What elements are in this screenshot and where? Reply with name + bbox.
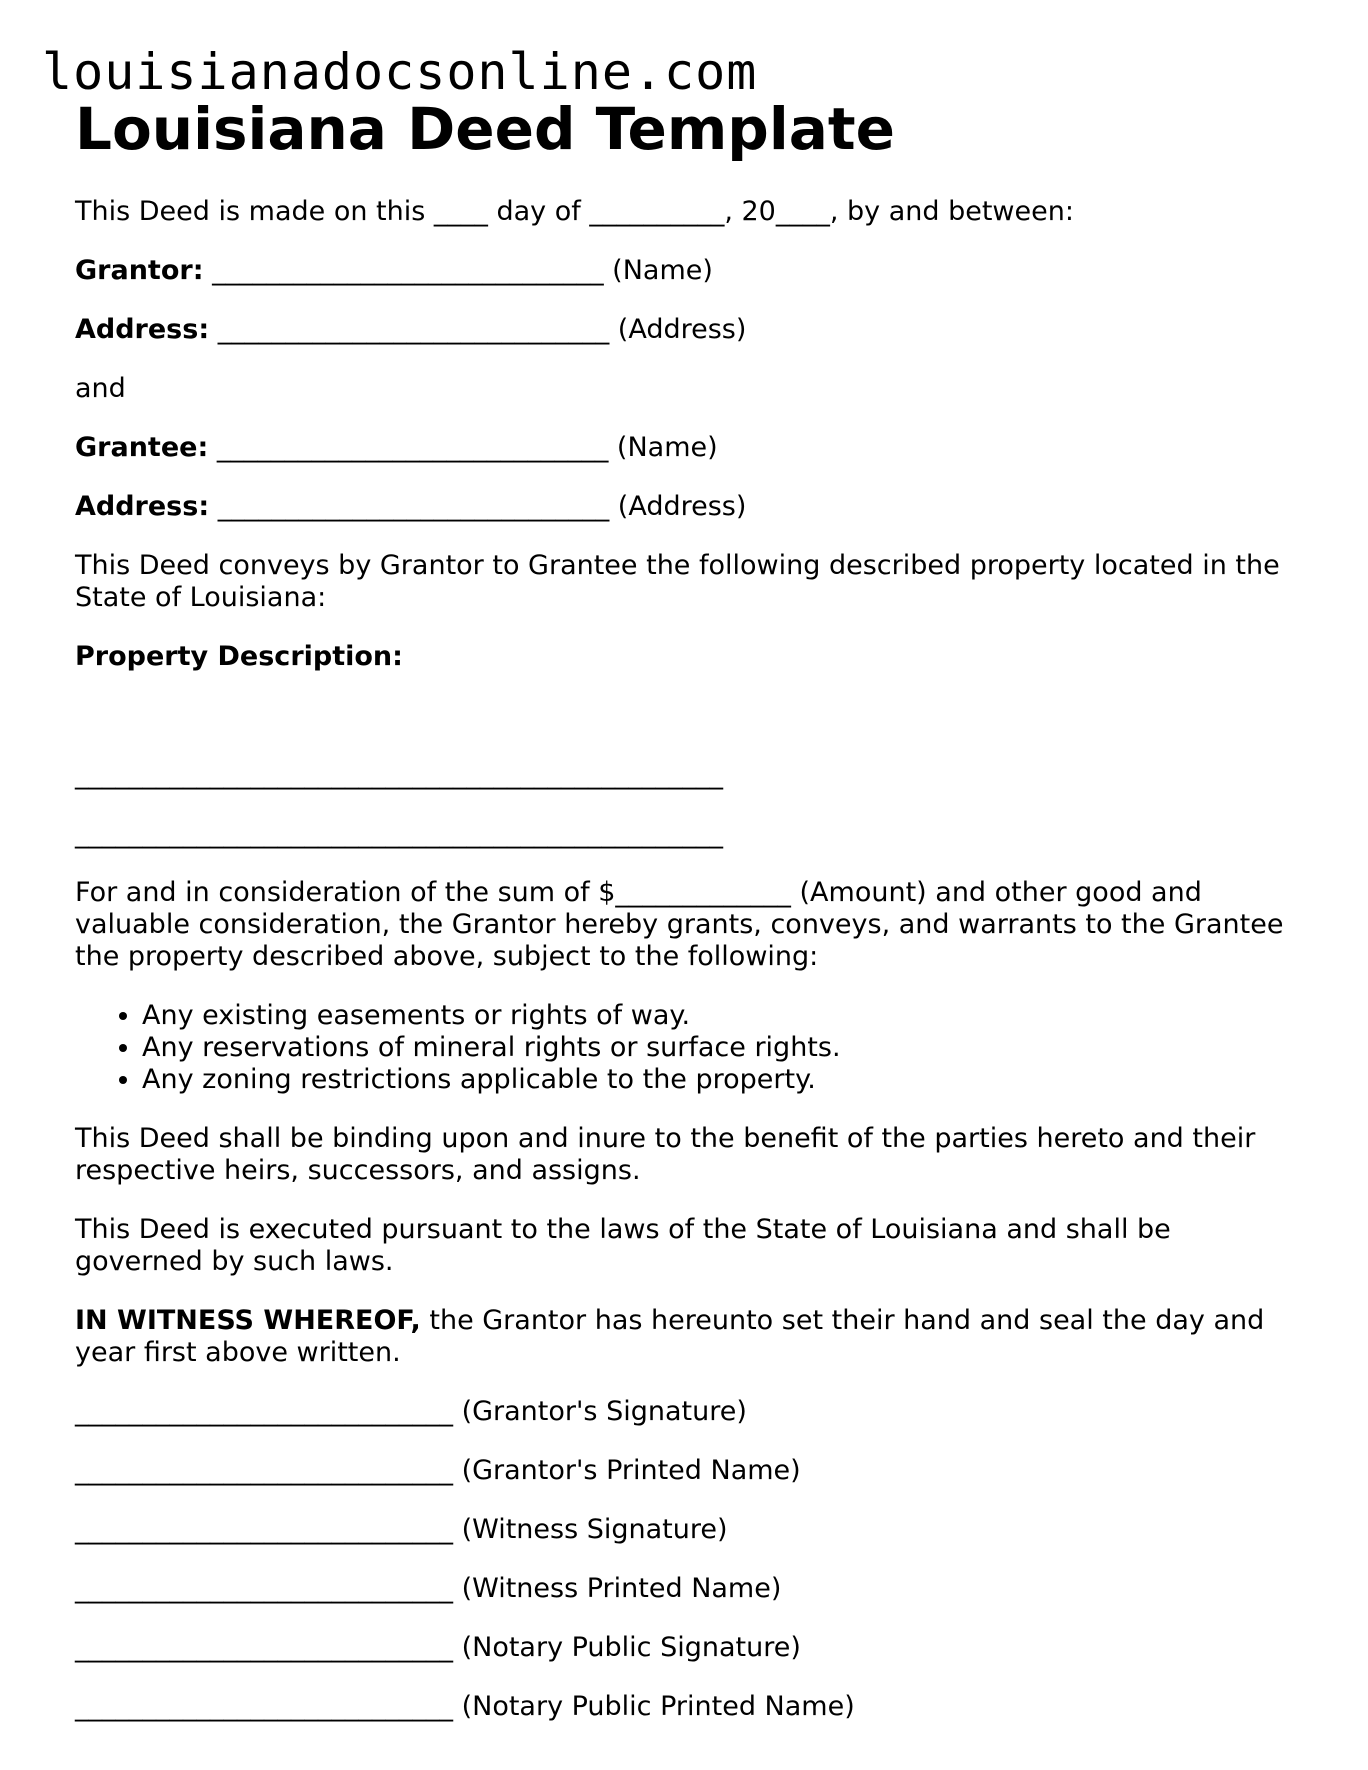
- witness-rest: the Grantor has hereunto set their hand and seal the day and year first above written.: [75, 1305, 1265, 1368]
- grantee-address-field: _____________________________ (Address): [217, 491, 747, 522]
- signature-line-notary-printed: ____________________________ (Notary Public Printed Name): [75, 1691, 855, 1722]
- witness-bold: IN WITNESS WHEREOF,: [75, 1305, 421, 1336]
- list-item: • Any existing easements or rights of way.: [142, 1000, 1305, 1032]
- signature-line-grantor: ____________________________ (Grantor's Signature): [75, 1396, 747, 1427]
- grantor-address-field: _____________________________ (Address): [217, 314, 747, 345]
- governing-law-paragraph: This Deed is executed pursuant to the laws of the State of Louisiana and shall be governed by such laws.: [75, 1214, 1171, 1277]
- signature-line-grantor-printed: ____________________________ (Grantor's Printed Name): [75, 1455, 801, 1486]
- property-description-spacer: [75, 700, 1305, 732]
- grantor-address-label: Address:: [75, 314, 210, 345]
- grantor-label: Grantor:: [75, 255, 204, 286]
- intro-paragraph: This Deed is made on this ____ day of __________, 20____, by and between:: [75, 196, 1074, 227]
- signature-block: [75, 1396, 1305, 1723]
- property-line-1: ________________________________________________: [75, 759, 723, 790]
- grantee-line: [75, 432, 1305, 464]
- grantee-label: Grantee:: [75, 432, 209, 463]
- deed-body: [75, 196, 1305, 1750]
- property-description-heading: [75, 641, 1305, 673]
- property-description-label: Property Description:: [75, 641, 403, 672]
- grantee-field: _____________________________ (Name): [216, 432, 718, 463]
- witness-paragraph: [75, 1305, 1305, 1369]
- conditions-list: [75, 1000, 1305, 1096]
- list-item: • Any zoning restrictions applicable to the property.: [142, 1064, 1305, 1096]
- signature-line-notary: ____________________________ (Notary Public Signature): [75, 1632, 801, 1663]
- site-watermark: louisianadocsonline.com: [42, 43, 758, 101]
- grantor-line: [75, 255, 1305, 287]
- list-item: • Any reservations of mineral rights or surface rights.: [142, 1032, 1305, 1064]
- signature-line-witness: ____________________________ (Witness Signature): [75, 1514, 728, 1545]
- and-text: and: [75, 373, 126, 404]
- consideration-paragraph: For and in consideration of the sum of $_____________ (Amount) and other good and valuable consideration, the Grantor hereby grants, conveys, and warrants to the Grantee the property described above, subject to the following:: [75, 877, 1284, 972]
- signature-line-witness-printed: ____________________________ (Witness Printed Name): [75, 1573, 782, 1604]
- property-line-2: ________________________________________________: [75, 818, 723, 849]
- grantor-address-line: [75, 314, 1305, 346]
- page-title: Louisiana Deed Template: [75, 95, 895, 163]
- conveys-paragraph: This Deed conveys by Grantor to Grantee the following described property located in the State of Louisiana:: [75, 550, 1280, 613]
- grantee-address-line: [75, 491, 1305, 523]
- grantee-address-label: Address:: [75, 491, 210, 522]
- grantor-field: _____________________________ (Name): [212, 255, 713, 286]
- binding-paragraph: This Deed shall be binding upon and inure to the benefit of the parties hereto and their respective heirs, successors, and assigns.: [75, 1123, 1256, 1186]
